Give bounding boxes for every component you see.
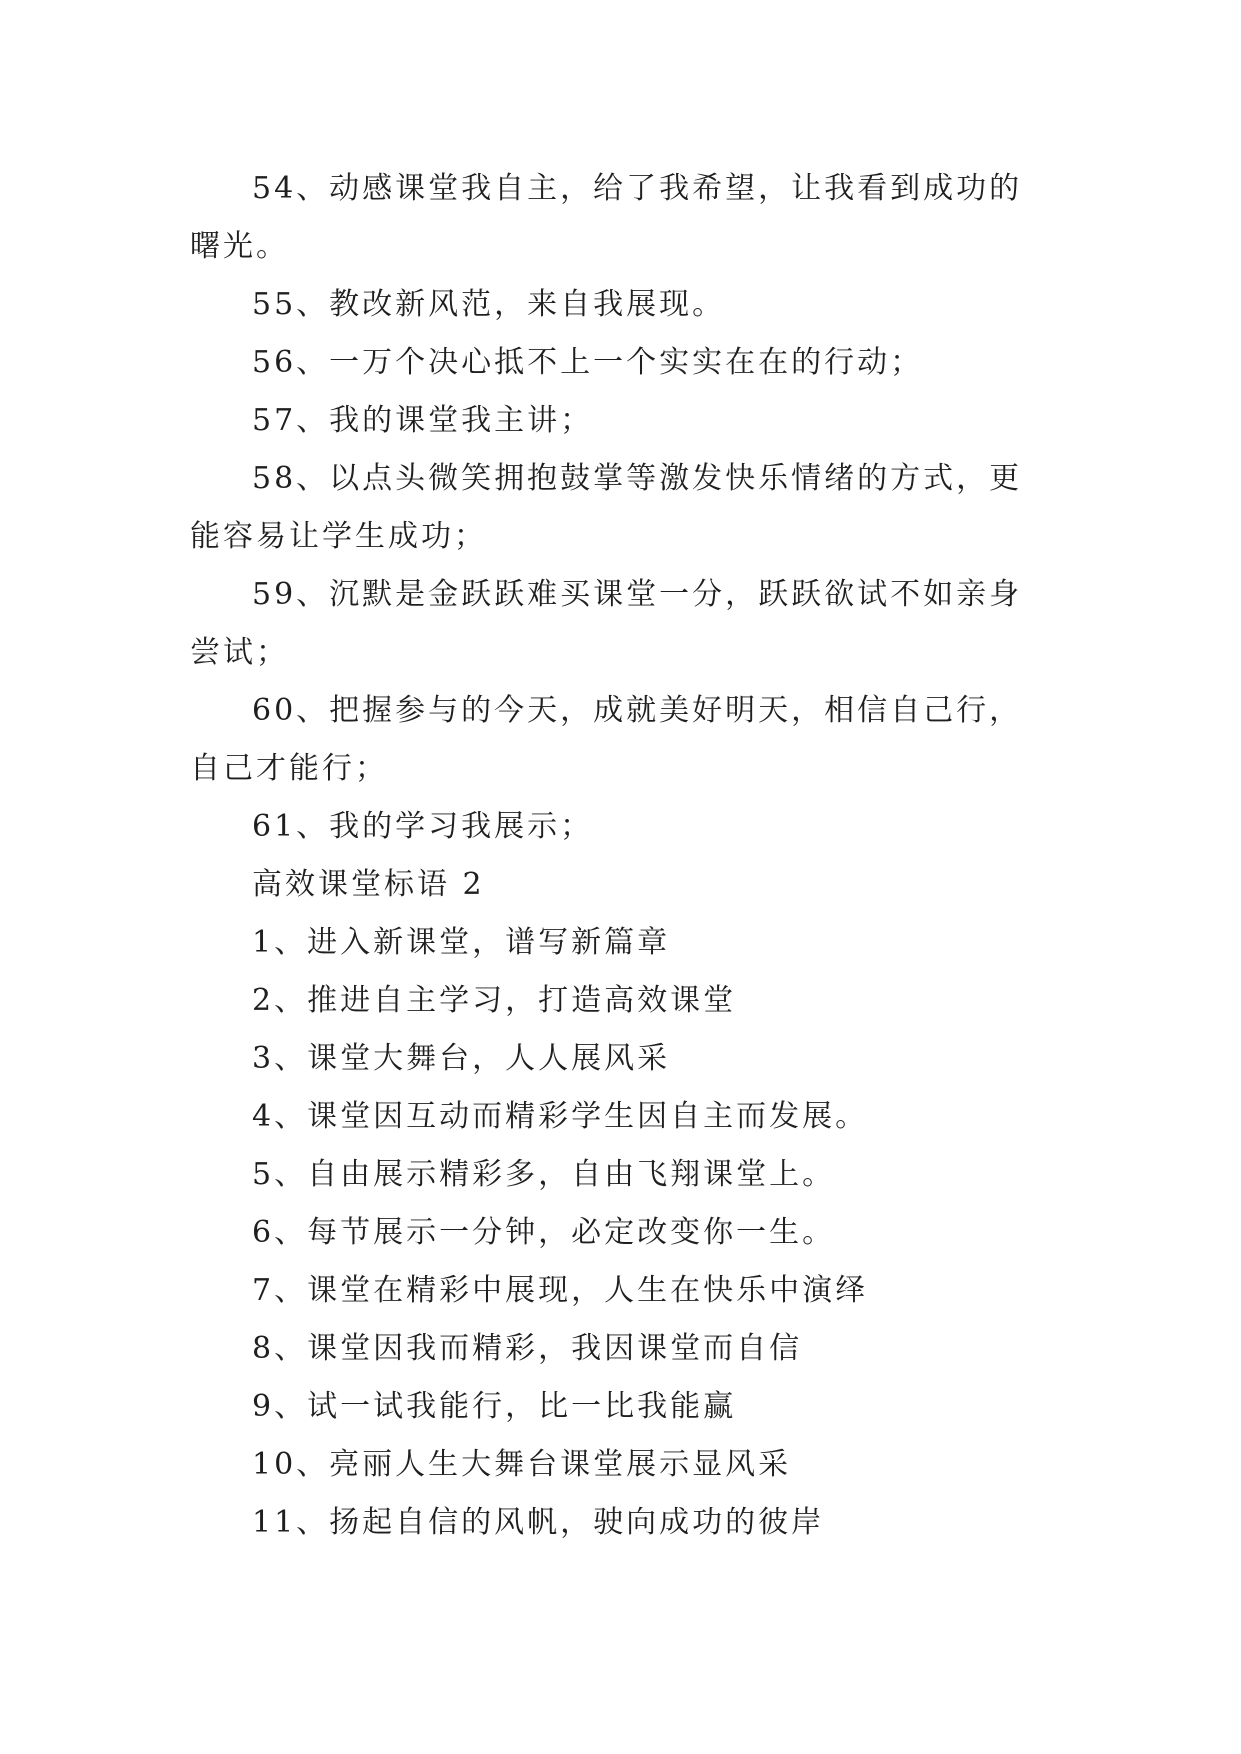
list-item-5: 5、自由展示精彩多，自由飞翔课堂上。 (252, 1157, 836, 1192)
list-item-1: 1、进入新课堂，谱写新篇章 (252, 925, 671, 960)
list-item-9: 9、试一试我能行，比一比我能赢 (252, 1389, 737, 1424)
section-heading: 高效课堂标语 2 (252, 867, 485, 902)
list-item-4: 4、课堂因互动而精彩学生因自主而发展。 (252, 1099, 869, 1134)
list-item-8: 8、课堂因我而精彩，我因课堂而自信 (252, 1331, 803, 1366)
paragraph-61: 61、我的学习我展示； (252, 809, 594, 844)
list-item-11: 11、扬起自信的风帆，驶向成功的彼岸 (252, 1505, 825, 1540)
paragraph-59: 59、沉默是金跃跃难买课堂一分，跃跃欲试不如亲身尝试； (190, 577, 1023, 670)
list-item-10: 10、亮丽人生大舞台课堂展示显风采 (252, 1447, 792, 1482)
list-item-7: 7、课堂在精彩中展现，人生在快乐中演绎 (252, 1273, 869, 1308)
paragraph-58: 58、以点头微笑拥抱鼓掌等激发快乐情绪的方式，更能容易让学生成功； (190, 461, 1023, 554)
paragraph-56: 56、一万个决心抵不上一个实实在在的行动； (252, 345, 924, 380)
list-item-2: 2、推进自主学习，打造高效课堂 (252, 983, 737, 1018)
paragraph-54: 54、动感课堂我自主，给了我希望，让我看到成功的曙光。 (190, 171, 1023, 264)
list-item-6: 6、每节展示一分钟，必定改变你一生。 (252, 1215, 836, 1250)
paragraph-60: 60、把握参与的今天，成就美好明天，相信自己行，自己才能行； (190, 693, 1023, 786)
document-body (190, 160, 1050, 1552)
paragraph-57: 57、我的课堂我主讲； (252, 403, 594, 438)
paragraph-55: 55、教改新风范，来自我展现。 (252, 287, 726, 322)
list-item-3: 3、课堂大舞台，人人展风采 (252, 1041, 671, 1076)
